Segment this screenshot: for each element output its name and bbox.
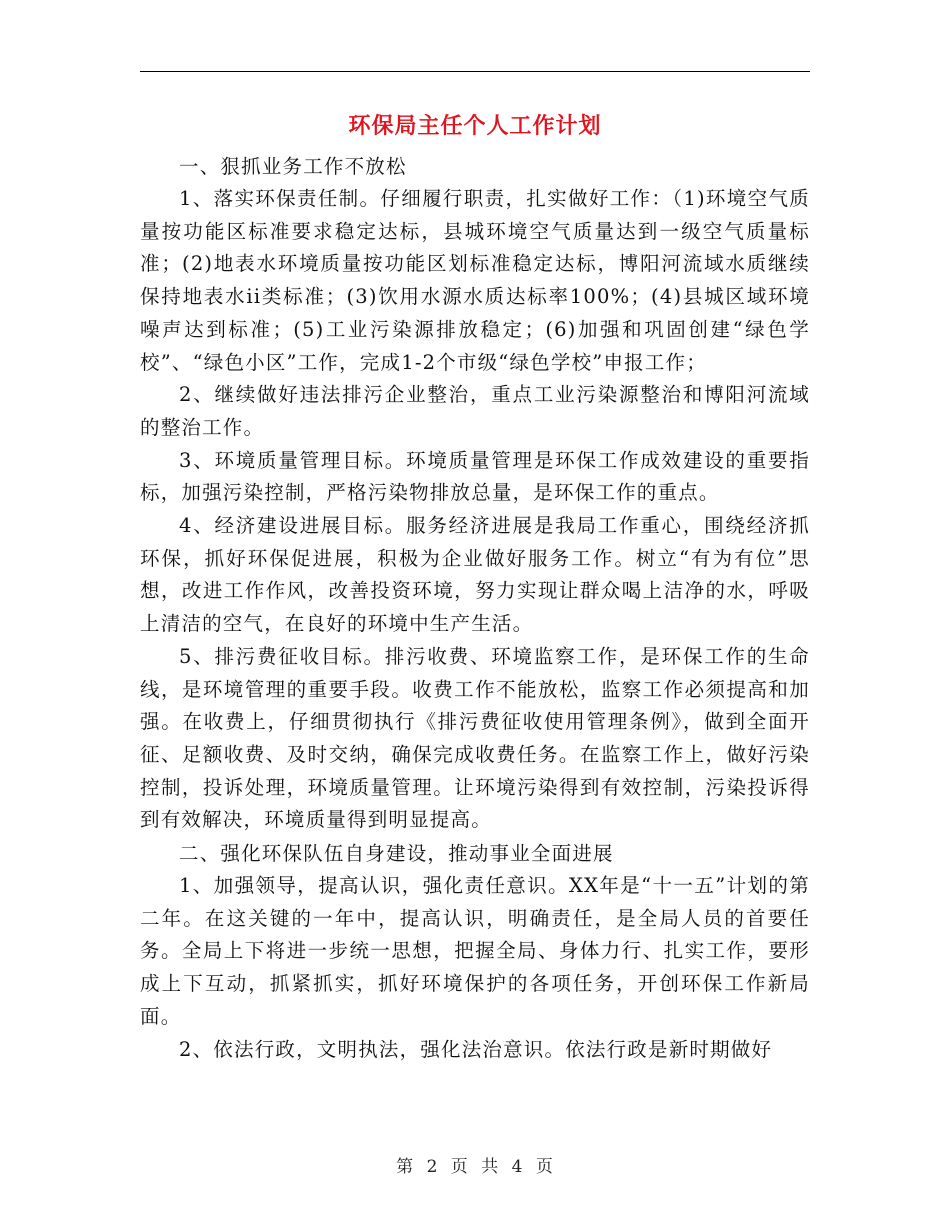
current-page-number: 2 xyxy=(426,1157,439,1177)
paragraph: 4、经济建设进展目标。服务经济进展是我局工作重心，围绕经济抓环保，抓好环保促进展，积极为企业做好服务工作。树立“有为有位”思想，改进工作作风，改善投资环境，努力实现让群众喝上洁净的水，呼吸上清洁的空气，在良好的环境中生产生活。 xyxy=(140,514,810,636)
total-pages-number: 4 xyxy=(511,1157,524,1177)
page-footer xyxy=(0,1152,950,1177)
footer-total-prefix: 共 xyxy=(481,1157,500,1177)
paragraph: 1、加强领导，提高认识，强化责任意识。XX年是“十一五”计划的第二年。在这关键的一年中，提高认识，明确责任，是全局人员的首要任务。全局上下将进一步统一思想，把握全局、身体力行、扎实工作，要形成上下互动，抓紧抓实，抓好环境保护的各项任务，开创环保工作新局面。 xyxy=(140,874,810,1028)
document-title: 环保局主任个人工作计划 xyxy=(348,113,602,139)
paragraph: 2、依法行政，文明执法，强化法治意识。依法行政是新时期做好 xyxy=(179,1037,773,1061)
paragraph: 5、排污费征收目标。排污收费、环境监察工作，是环保工作的生命线，是环境管理的重要手段。收费工作不能放松，监察工作必须提高和加强。在收费上，仔细贯彻执行《排污费征收使用管理条例》，做到全面开征、足额收费、及时交纳，确保完成收费任务。在监察工作上，做好污染控制，投诉处理，环境质量管理。让环境污染得到有效控制，污染投诉得到有效解决，环境质量得到明显提高。 xyxy=(140,644,810,832)
paragraph: 2、继续做好违法排污企业整治，重点工业污染源整治和博阳河流域的整治工作。 xyxy=(140,383,810,439)
section-heading: 一、狠抓业务工作不放松 xyxy=(179,155,407,178)
footer-suffix: 页 xyxy=(535,1157,554,1177)
footer-page-word: 页 xyxy=(450,1157,469,1177)
section-heading: 二、强化环保队伍自身建设，推动事业全面进展 xyxy=(179,842,614,866)
paragraph: 3、环境质量管理目标。环境质量管理是环保工作成效建设的重要指标，加强污染控制，严格污染物排放总量，是环保工作的重点。 xyxy=(140,448,810,505)
document-body xyxy=(140,150,810,1066)
header-rule xyxy=(140,71,810,72)
footer-prefix: 第 xyxy=(396,1157,415,1177)
paragraph: 1、落实环保责任制。仔细履行职责，扎实做好工作：（1)环境空气质量按功能区标准要求稳定达标，县城环境空气质量达到一级空气质量标准；(2)地表水环境质量按功能区划标准稳定达标，博阳河流域水质继续保持地表水ii类标准；(3)饮用水源水质达标率100%；(4)县城区域环境噪声达到标准；(5)工业污染源排放稳定；(6)加强和巩固创建“绿色学校”、“绿色小区”工作，完成1-2个市级“绿色学校”申报工作； xyxy=(140,187,810,374)
